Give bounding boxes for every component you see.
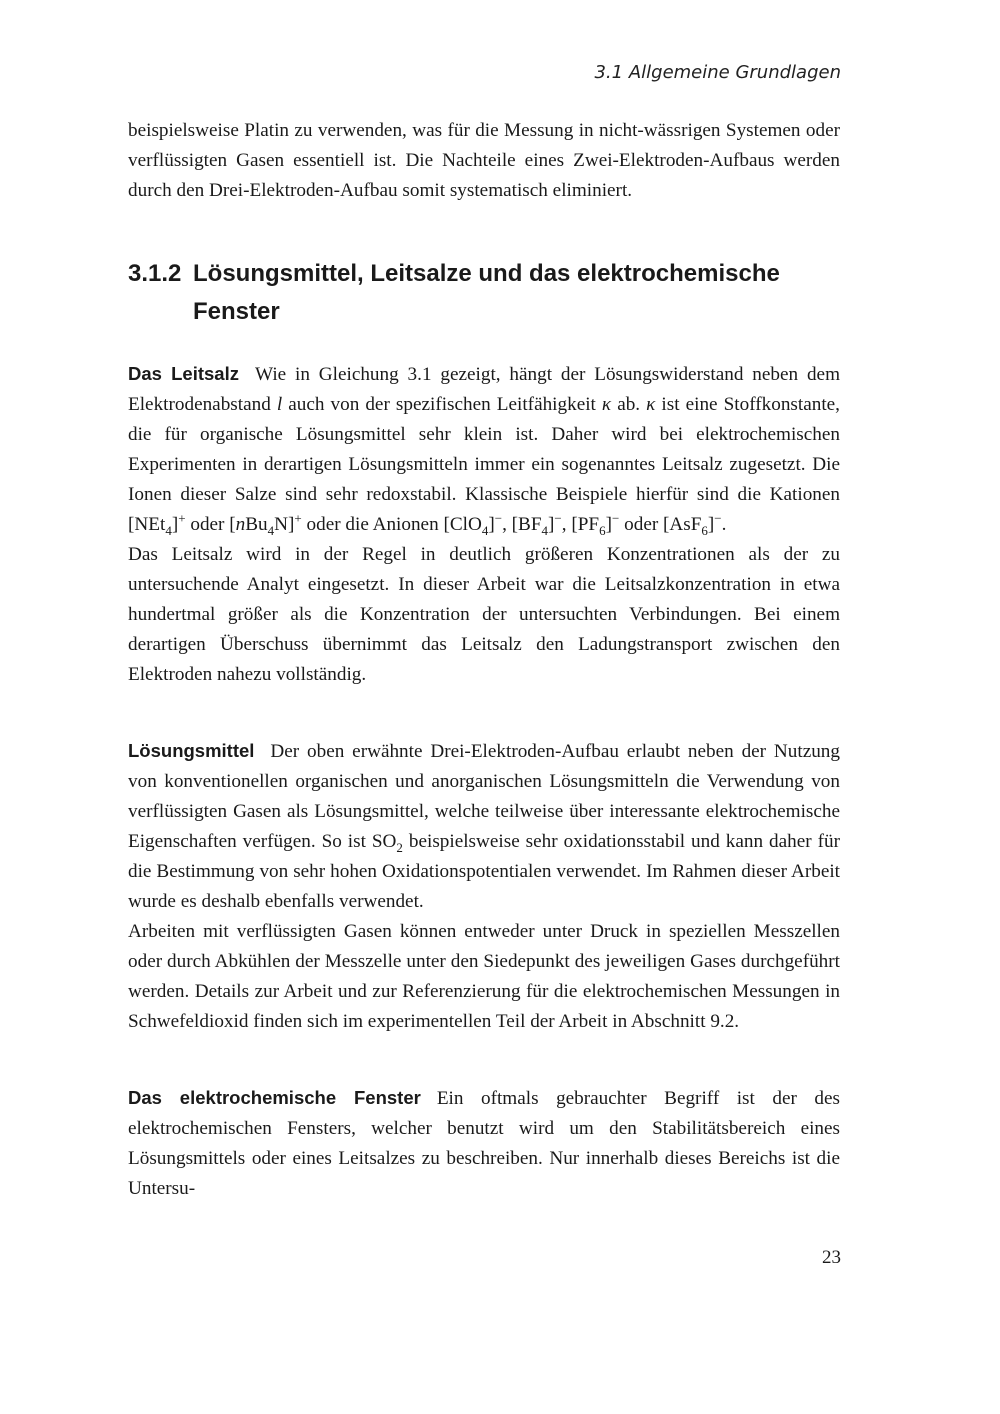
paragraph-loesungsmittel [128,736,840,1037]
subscript: 6 [599,522,606,538]
paragraph-heading-fenster: Das elektrochemische Fenster [128,1087,421,1108]
fenster-paragraph [128,1083,840,1204]
text-segment: ] [548,514,555,535]
math-variable: l [276,394,283,415]
text-segment: Ein oftmals gebrauchter Begriff ist der des elektrochemischen Fensters, welcher benutzt wird um den Stabilitätsbereich eines Lösungsmittels oder eines Leitsalzes zu beschreiben. Nur innerhalb dieses Bereichs ist die Untersu- [128,1088,840,1199]
subscript: 4 [541,522,549,538]
leitsalz-paragraph-2: Das Leitsalz wird in der Regel in deutlich größeren Konzentrationen als der zu untersuchende Analyt eingesetzt. In dieser Arbeit war die Leitsalzkonzentration in etwa hundertmal größer als die Konzentration der untersuchten Verbindungen. Bei einem derartigen Überschuss übernimmt das Leitsalz den Ladungstransport zwischen den Elektroden nahezu vollständig. [128,544,840,685]
page-number: 23 [822,1247,841,1268]
text-segment: auch von der spezifischen Leitfähigkeit [282,394,602,415]
math-variable: κ [646,394,656,415]
intro-text: beispielsweise Platin zu verwenden, was für die Messung in nicht-wässrigen Systemen oder verflüssigten Gasen essentiell ist. Die Nachteile eines Zwei-Elektroden-Aufbaus werden durch den Drei-Elektroden-Aufbau somit systematisch eliminiert. [128,120,840,201]
text-segment: ] [488,514,495,535]
subscript: 4 [165,522,172,538]
superscript: − [611,510,620,526]
math-variable: n [235,514,246,535]
section-title: Lösungsmittel, Leitsalze und das elektrochemische Fenster [193,260,780,325]
superscript: + [294,510,302,526]
superscript: + [178,510,186,526]
text-segment: N] [274,514,295,535]
subscript: 6 [701,522,708,538]
text-segment: Der oben erwähnte Drei-Elektroden-Aufbau erlaubt neben der Nutzung von konventionellen organischen und anorganischen Lösungsmitteln die Verwendung von verflüssigten Gasen als Lösungsmittel, welche teilweise über interessante elektrochemische Eigenschaften verfügen. So ist SO [128,741,840,852]
text-segment: . [721,514,727,535]
text-segment: ] [707,514,715,535]
superscript: − [494,510,503,526]
text-segment: oder [AsF [619,514,702,535]
loesungsmittel-paragraph-1 [128,736,840,917]
superscript: − [714,510,722,526]
subscript: 4 [481,522,489,538]
text-segment: ab. [611,394,647,415]
text-segment: Bu [245,514,268,535]
paragraph-heading-loesungsmittel: Lösungsmittel [128,740,255,761]
superscript: − [554,510,562,526]
paragraph-fenster [128,1083,840,1204]
text-segment: oder die Anionen [ClO [301,514,482,535]
subscript: 4 [267,522,275,538]
paragraph-heading-leitsalz: Das Leitsalz [128,363,239,384]
text-segment: oder [ [185,514,236,535]
text-segment: , [BF [502,514,542,535]
text-segment: ist eine Stoffkonstante, die für organische Lösungsmittel sehr klein ist. Daher wird bei elektrochemischen Experimenten in derartigen Lösungsmitteln immer ein sogenanntes Leitsalz zugesetzt. Die Ionen dieser Salze sind sehr redoxstabil. Klassische Beispiele hierfür sind die Kationen [NEt [128,394,840,535]
paragraph-leitsalz [128,359,840,690]
section-number: 3.1.2 [128,260,182,287]
running-head: 3.1 Allgemeine Grundlagen [594,62,841,83]
leitsalz-paragraph-1 [128,359,840,540]
math-variable: κ [601,394,612,415]
text-segment: ] [605,514,612,535]
subscript: 2 [396,839,403,855]
text-segment: ] [171,514,179,535]
text-segment: Wie in Gleichung 3.1 gezeigt, hängt der Lösungswiderstand neben dem Elektrodenabstand [128,364,840,415]
loesungsmittel-paragraph-2: Arbeiten mit verflüssigten Gasen können entweder unter Druck in speziellen Messzellen oder durch Abkühlen der Messzelle unter den Siedepunkt des jeweiligen Gases durchgeführt werden. Details zur Arbeit und zur Referenzierung für die elektrochemischen Messungen in Schwefeldioxid finden sich im experimentellen Teil der Arbeit in Abschnitt 9.2. [128,921,840,1032]
text-segment: beispielsweise sehr oxidationsstabil und kann daher für die Bestimmung von sehr hohen Oxidationspotentialen verwendet. Im Rahmen dieser Arbeit wurde es deshalb ebenfalls verwendet. [128,831,840,912]
text-segment: , [PF [561,514,600,535]
section-heading [128,255,840,331]
intro-paragraph [128,116,840,206]
